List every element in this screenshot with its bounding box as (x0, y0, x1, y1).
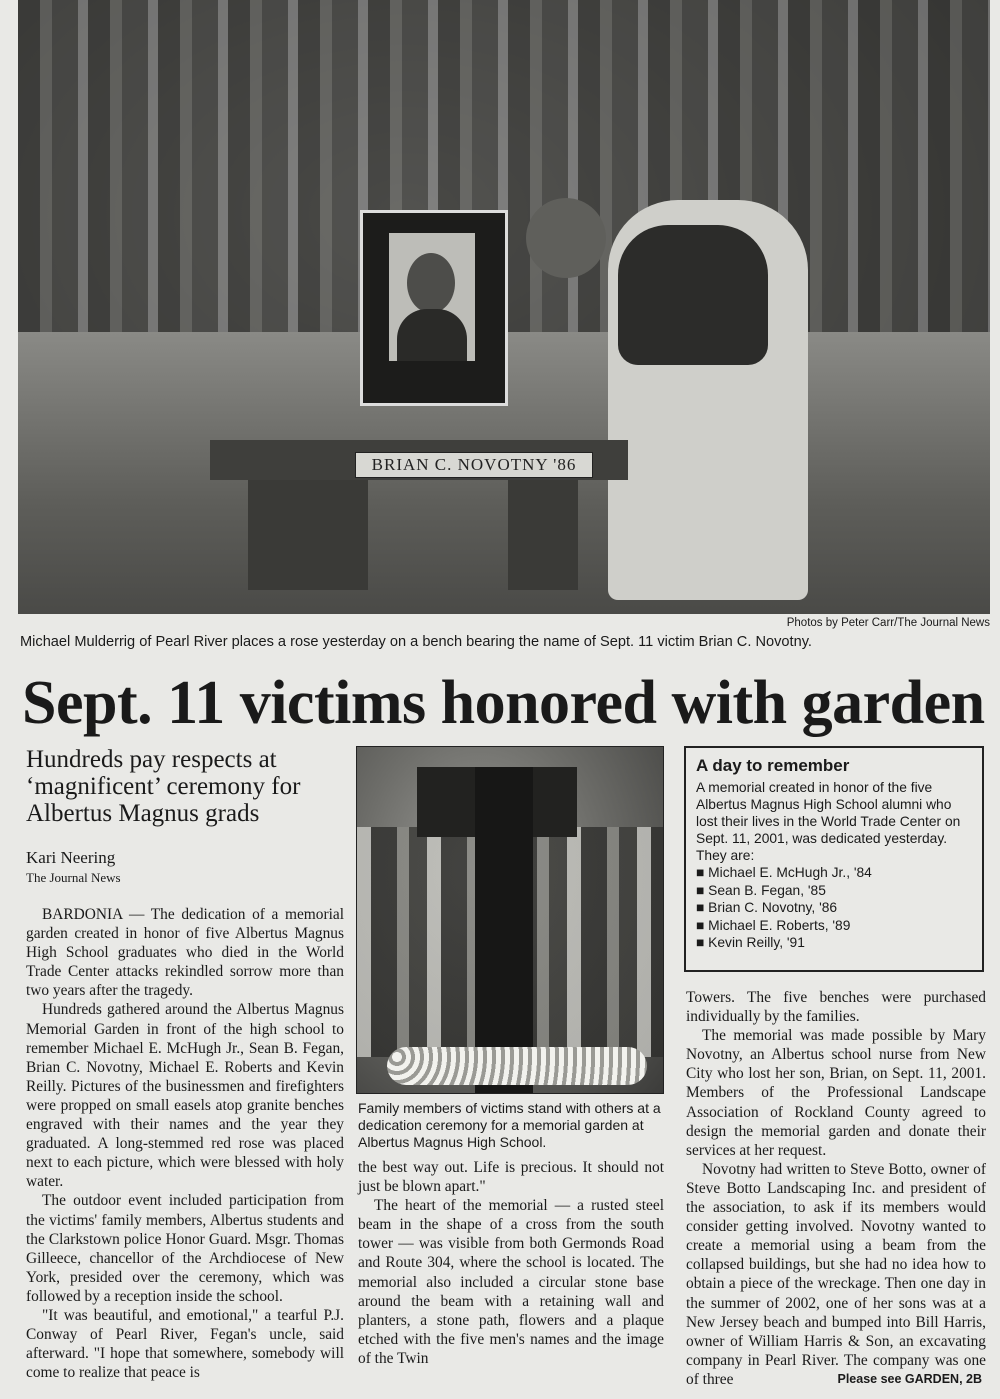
paragraph: "It was beautiful, and emotional," a tearful P.J. Conway of Pearl River, Fegan's uncle, said afterward. "I hope that somewhere, somebody will come to realize that peace is (26, 1306, 344, 1382)
sidebar-title: A day to remember (696, 756, 850, 775)
paragraph: Towers. The five benches were purchased individually by the families. (686, 989, 986, 1026)
sidebar-list (696, 864, 972, 952)
paragraph: The outdoor event included participation from the victims' family members, Albertus students and the Clarkstown police Honor Guard. Msgr. Thomas Gilleece, chancellor of the Archdiocese of New York, presided over the ceremony, which was followed by a reception inside the school. (26, 1192, 344, 1305)
top-photo (18, 0, 990, 614)
list-item: ■ Kevin Reilly, '91 (696, 935, 805, 950)
bench-plaque: BRIAN C. NOVOTNY '86 (355, 452, 593, 478)
column-1 (26, 905, 344, 1382)
bullet-icon: ■ (696, 900, 709, 915)
column-3 (686, 988, 986, 1389)
middle-photo-caption: Family members of victims stand with others at a dedication ceremony for a memorial garden at Albertus Magnus High School. (358, 1100, 661, 1150)
list-item: ■ Brian C. Novotny, '86 (696, 900, 838, 915)
man-head (526, 198, 606, 278)
flower-planter (387, 1047, 647, 1085)
bench-leg-left (248, 480, 368, 590)
man-vest (618, 225, 768, 365)
paragraph: The memorial was made possible by Mary Novotny, an Albertus school nurse from New City who lost her son, Brian, on Sept. 11, 2001. Members of the Professional Landscape Association of Rockland County agreed to design the memorial garden and donate their services at her request. (686, 1027, 986, 1159)
photo-credit: Photos by Peter Carr/The Journal News (786, 617, 990, 629)
subhead: Hundreds pay respects at ‘magnificent’ ceremony for Albertus Magnus grads (26, 746, 301, 827)
sidebar-box (684, 746, 984, 972)
list-item: ■ Sean B. Fegan, '85 (696, 882, 826, 898)
jump-line: Please see GARDEN, 2B (837, 1372, 982, 1386)
bullet-icon: ■ (696, 865, 709, 880)
byline-outlet: The Journal News (26, 870, 121, 885)
paragraph: Novotny had written to Steve Botto, owner of Steve Botto Landscaping Inc. and president of the association, to ask if its members would consider getting involved. Novotny wanted to create a memorial using a beam from the collapsed buildings, but she had no idea how to obtain a piece of the wreckage. Then one day in the summer of 2002, one of her sons was at a New Jersey beach and bumped into Bill Harris, owner of William Harris & Son, an excavating company in Pearl River. The company was one of three (686, 1160, 986, 1388)
top-photo-caption: Michael Mulderrig of Pearl River places a rose yesterday on a bench bearing the name of Sept. 11 victim Brian C. Novotny. (20, 634, 812, 650)
framed-portrait (360, 210, 508, 406)
bench-leg-right (508, 480, 578, 590)
headline: Sept. 11 victims honored with garden (22, 669, 985, 737)
column-2 (358, 1158, 664, 1368)
bullet-icon: ■ (696, 917, 709, 933)
paragraph: the best way out. Life is precious. It should not just be blown apart." (358, 1159, 664, 1196)
paragraph: The heart of the memorial — a rusted steel beam in the shape of a cross from the south tower — was visible from both Germonds Road and Route 304, where the school is located. The memorial also included a circular stone base around the beam with a retaining wall and planters, a stone path, flowers and a plaque etched with the five men's names and the image of the Twin (358, 1197, 664, 1367)
list-item: ■ Michael E. McHugh Jr., '84 (696, 865, 872, 880)
bullet-icon: ■ (696, 935, 709, 950)
list-item: ■ Michael E. Roberts, '89 (696, 917, 851, 933)
bullet-icon: ■ (696, 882, 709, 898)
memorial-cross-photo (356, 746, 664, 1094)
byline-author: Kari Neering (26, 848, 116, 867)
steel-beam-upright (475, 767, 533, 1094)
paragraph: BARDONIA — The dedication of a memorial garden created in honor of five Albertus Magnus High School graduates who died in the World Trade Center attacks rekindled sorrow more than two years after the tragedy. (26, 906, 344, 1000)
paragraph: Hundreds gathered around the Albertus Magnus Memorial Garden in front of the high school to remember Michael E. McHugh Jr., Sean B. Fegan, Brian C. Novotny, Michael E. Roberts and Kevin Reilly. Pictures of the businessmen and firefighters were propped on small easels atop granite benches engraved with their names and the year they graduated. A long-stemmed red rose was placed next to each picture, which were blessed with holy water. (26, 1001, 344, 1191)
sidebar-intro: A memorial created in honor of the five Albertus Magnus High School alumni who lost their lives in the World Trade Center on Sept. 11, 2001, was dedicated yesterday. They are: (696, 780, 961, 863)
